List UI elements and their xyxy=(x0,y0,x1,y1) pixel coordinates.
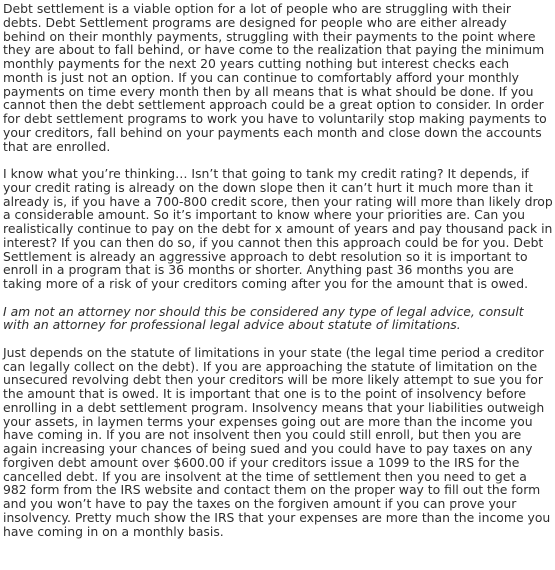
paragraph-intro: Debt settlement is a viable option for a lot of people who are struggling with their debts. Debt Settlement programs are designed for people who are either already behind on their monthly payments, struggling with their payments to the point where they are about to fall behind, or have come to the realization that paying the minimum monthly payments for the next 20 years cutting nothing but interest checks each month is just not an option. If you can continue to comfortably afford your monthly payments on time every month then by all means that is what should be done. If you cannot then the debt settlement approach could be a great option to consider. In order for debt settlement programs to work you have to voluntarily stop making payments to your creditors, fall behind on your payments each month and close down the accounts that are enrolled. xyxy=(3,1,547,154)
paragraph-credit-rating: I know what you’re thinking… Isn’t that going to tank my credit rating? It depends, if your credit rating is already on the down slope then it can’t hurt it much more than it already is, if you have a 700-800 credit score, then your rating will more than likely drop a considerable amount. So it’s important to know where your priorities are. Can you realistically continue to pay on the debt for x amount of years and pay thousand pack in interest? If you can then do so, if you cannot then this approach could be for you. Debt Settlement is already an aggressive approach to debt resolution so it is important to enroll in a program that is 36 months or shorter. Anything past 36 months you are taking more of a risk of your creditors coming after you for the amount that is owed. xyxy=(3,166,553,291)
legal-disclaimer: I am not an attorney nor should this be considered any type of legal advice, consult with an attorney for professional legal advice about statute of limitations. xyxy=(3,303,524,333)
paragraph-statute-of-limitations: Just depends on the statute of limitations in your state (the legal time period a creditor can legally collect on the debt). If you are approaching the statute of limitation on the unsecured revolving debt then your creditors will be more likely attempt to sue you for the amount that is owed. It is important that one is to the point of insolvency before enrolling in a debt settlement program. Insolvency means that your liabilities outweigh your assets, in laymen terms your expenses going out are more than the income you have coming in. If you are not insolvent then you could still enroll, but then you are again increasing your chances of being sued and you could have to pay taxes on any forgiven debt amount over $600.00 if your creditors issue a 1099 to the IRS for the cancelled debt. If you are insolvent at the time of settlement then you need to get a 982 form from the IRS website and contact them on the proper way to fill out the form and you won’t have to pay the taxes on the forgiven amount if you can prove your insolvency. Pretty much show the IRS that your expenses are more than the income you have coming in on a monthly basis. xyxy=(3,344,551,539)
